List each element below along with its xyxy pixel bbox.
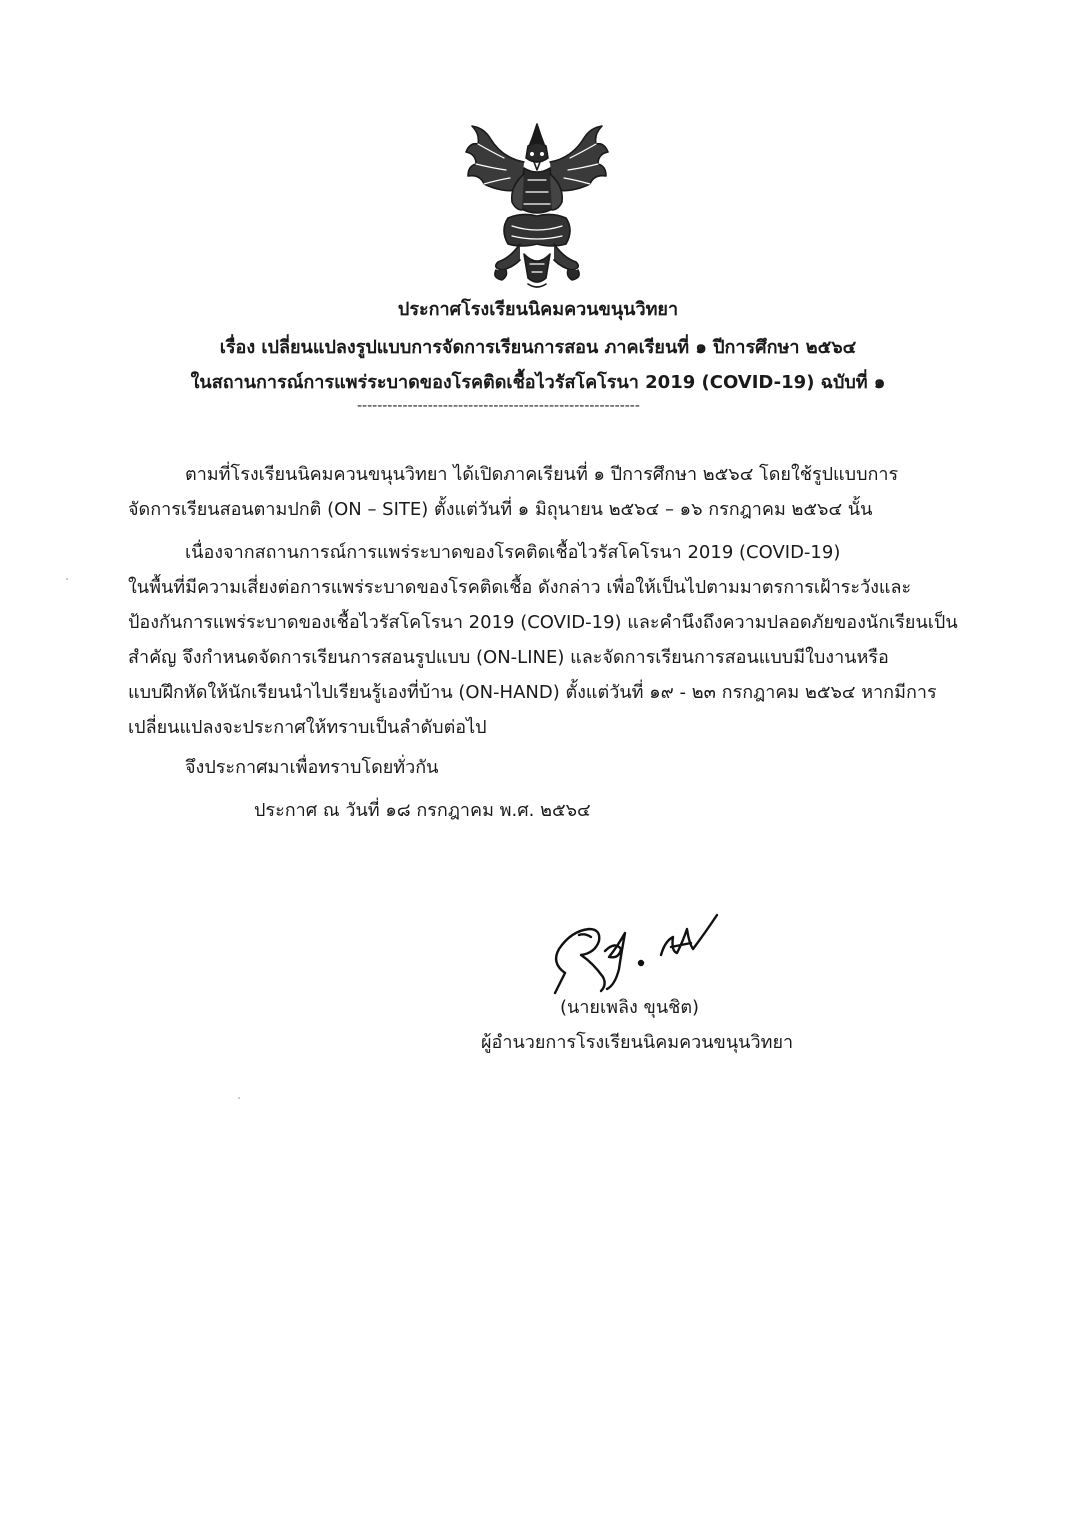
paragraph-line: ในพื้นที่มีความเสี่ยงต่อการแพร่ระบาดของโรคติดเชื้อ ดังกล่าว เพื่อให้เป็นไปตามมาตรการเฝ้าระวังและ	[128, 577, 912, 598]
separator-line: --------------------------------------------------------	[357, 398, 640, 414]
paragraph-line: ตามที่โรงเรียนนิคมควนขนุนวิทยา ได้เปิดภาคเรียนที่ ๑ ปีการศึกษา ๒๕๖๔ โดยใช้รูปแบบการ	[185, 464, 899, 485]
paragraph-line: จัดการเรียนสอนตามปกติ (ON – SITE) ตั้งแต่วันที่ ๑ มิถุนายน ๒๕๖๔ – ๑๖ กรกฎาคม ๒๕๖๔ นั้น	[128, 499, 873, 520]
paragraph-line: ป้องกันการแพร่ระบาดของเชื้อไวรัสโคโรนา 2019 (COVID-19) และคำนึงถึงความปลอดภัยของนักเรียนเป็น	[128, 612, 958, 633]
announcement-date: ประกาศ ณ วันที่ ๑๘ กรกฎาคม พ.ศ. ๒๕๖๔	[254, 800, 591, 821]
announcement-subject: เรื่อง เปลี่ยนแปลงรูปแบบการจัดการเรียนการสอน ภาคเรียนที่ ๑ ปีการศึกษา ๒๕๖๔	[219, 337, 857, 358]
announcement-title: ประกาศโรงเรียนนิคมควนขนุนวิทยา	[397, 299, 679, 320]
paragraph-line: แบบฝึกหัดให้นักเรียนนำไปเรียนรู้เองที่บ้าน (ON-HAND) ตั้งแต่วันที่ ๑๙ - ๒๓ กรกฎาคม ๒๕๖๔ หากมีการ	[128, 682, 937, 703]
paragraph-line: เนื่องจากสถานการณ์การแพร่ระบาดของโรคติดเชื้อไวรัสโคโรนา 2019 (COVID-19)	[185, 542, 841, 563]
scan-speck	[66, 578, 68, 580]
paragraph-line: เปลี่ยนแปลงจะประกาศให้ทราบเป็นลำดับต่อไป	[128, 717, 487, 738]
paragraph-opening	[128, 457, 950, 527]
garuda-emblem-icon	[462, 118, 612, 290]
paragraph-line: สำคัญ จึงกำหนดจัดการเรียนการสอนรูปแบบ (ON-LINE) และจัดการเรียนการสอนแบบมีใบงานหรือ	[128, 647, 889, 668]
closing-statement: จึงประกาศมาเพื่อทราบโดยทั่วกัน	[185, 757, 439, 778]
signer-title: ผู้อำนวยการโรงเรียนนิคมควนขนุนวิทยา	[481, 1032, 794, 1053]
announcement-context: ในสถานการณ์การแพร่ระบาดของโรคติดเชื้อไวรัสโคโรนา 2019 (COVID-19) ฉบับที่ ๑	[190, 372, 886, 393]
scan-speck	[238, 1097, 240, 1099]
signer-name: (นายเพลิง ขุนชิต)	[560, 997, 700, 1018]
handwritten-signature	[545, 893, 725, 998]
paragraph-reason	[128, 535, 958, 745]
